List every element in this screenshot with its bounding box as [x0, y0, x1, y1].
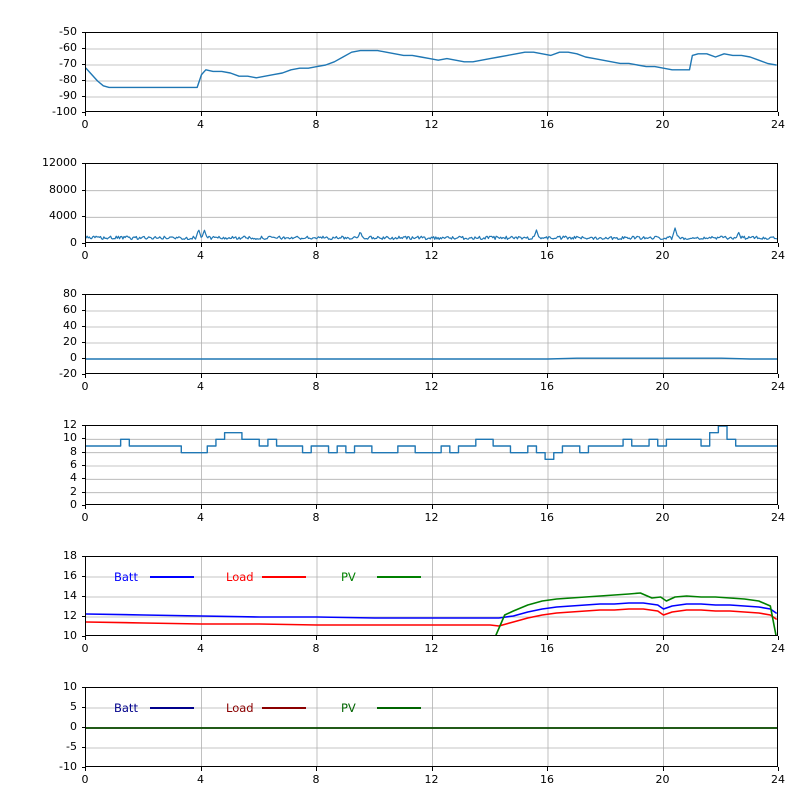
y-tick-label: 4000	[49, 209, 77, 223]
y-tickmark	[82, 505, 86, 506]
x-tickmark	[201, 374, 202, 378]
x-tickmark	[85, 505, 86, 509]
y-tick-label: 0	[70, 236, 77, 249]
y-tickmark	[82, 478, 86, 479]
x-tick-label: 0	[81, 118, 89, 131]
x-tick-label: 12	[424, 118, 439, 131]
y-tick-label: 8000	[49, 182, 77, 196]
y-tick-label: -90	[59, 89, 77, 102]
x-tickmark	[85, 112, 86, 116]
plot-canvas-temperature	[86, 295, 778, 374]
x-tickmark	[316, 112, 317, 116]
y-tickmark	[82, 326, 86, 327]
y-tickmark	[82, 596, 86, 597]
y-tickmark	[82, 163, 86, 164]
x-tickmark	[201, 243, 202, 247]
y-tick-label: 16	[63, 569, 77, 582]
y-tick-label: -80	[59, 73, 77, 86]
data-line	[86, 358, 778, 359]
x-tick-label: 0	[81, 773, 89, 786]
y-tickmark	[82, 465, 86, 466]
x-tickmark	[432, 767, 433, 771]
x-tick-label: 24	[771, 773, 785, 786]
x-tickmark	[663, 243, 664, 247]
x-tickmark	[778, 112, 779, 116]
y-tickmark	[82, 616, 86, 617]
x-tickmark	[778, 505, 779, 509]
y-tick-label: -60	[59, 41, 77, 54]
x-tickmark	[547, 505, 548, 509]
x-tick-label: 12	[424, 773, 439, 786]
y-tick-label: 0	[70, 720, 77, 733]
plot-area-currents	[85, 687, 778, 767]
y-tickmark	[82, 190, 86, 191]
plot-area-satellites-tracked	[85, 425, 778, 505]
x-tickmark	[201, 112, 202, 116]
y-tickmark	[82, 576, 86, 577]
x-tickmark	[316, 243, 317, 247]
data-line	[86, 426, 778, 459]
y-tickmark	[82, 112, 86, 113]
plot-canvas-triggers-sec	[86, 164, 778, 243]
x-tickmark	[85, 636, 86, 640]
y-tick-label: 12000	[42, 156, 77, 169]
y-tickmark	[82, 727, 86, 728]
x-tick-label: 16	[540, 511, 554, 524]
y-tick-label: -5	[66, 740, 77, 753]
y-tick-label: 10	[63, 431, 77, 445]
plot-area-triggers-sec	[85, 163, 778, 243]
y-tick-label: 12	[63, 609, 77, 622]
y-tickmark	[82, 216, 86, 217]
x-tickmark	[547, 636, 548, 640]
x-tick-label: 0	[81, 642, 89, 655]
x-tick-label: 20	[655, 380, 670, 393]
x-tick-label: 16	[540, 118, 554, 131]
x-tickmark	[85, 767, 86, 771]
y-tickmark	[82, 243, 86, 244]
x-tickmark	[201, 505, 202, 509]
legend-entry	[226, 701, 306, 715]
x-tick-label: 8	[312, 642, 320, 655]
plot-canvas-currents	[86, 688, 778, 767]
plot-area-threshold	[85, 32, 778, 112]
x-tick-label: 20	[655, 249, 670, 262]
y-tickmark	[82, 687, 86, 688]
y-tick-label: 8	[70, 444, 77, 458]
x-tickmark	[547, 112, 548, 116]
x-tick-label: 0	[81, 511, 89, 524]
plot-canvas-voltages	[86, 557, 778, 636]
x-tick-label: 16	[540, 249, 554, 262]
legend-label-load: Load	[226, 701, 254, 715]
x-tickmark	[432, 374, 433, 378]
y-tick-label: 12	[63, 418, 77, 431]
x-tick-label: 4	[197, 642, 204, 655]
x-tickmark	[85, 374, 86, 378]
y-tick-label: 80	[63, 287, 77, 300]
y-tick-label: 18	[63, 549, 77, 562]
data-line	[86, 51, 776, 88]
x-tick-label: 24	[771, 118, 785, 131]
legend-label-pv: PV	[341, 701, 356, 715]
x-tickmark	[663, 767, 664, 771]
legend-entry	[341, 701, 421, 715]
x-tick-label: 4	[197, 249, 204, 262]
x-tick-label: 4	[197, 511, 204, 524]
x-tickmark	[547, 374, 548, 378]
x-tickmark	[547, 767, 548, 771]
y-tickmark	[82, 48, 86, 49]
legend-entry	[341, 570, 421, 584]
x-tickmark	[316, 374, 317, 378]
y-tick-label: -10	[59, 760, 77, 773]
x-tick-label: 12	[424, 380, 439, 393]
y-tick-label: -100	[52, 105, 77, 118]
x-tick-label: 24	[771, 511, 785, 524]
x-tick-label: 16	[540, 642, 554, 655]
y-tickmark	[82, 438, 86, 439]
y-tick-label: 20	[63, 335, 77, 348]
x-tickmark	[778, 636, 779, 640]
x-tickmark	[316, 767, 317, 771]
y-tick-label: 2	[70, 484, 77, 498]
x-tick-label: 16	[540, 773, 554, 786]
y-tickmark	[82, 64, 86, 65]
legend-entry	[114, 570, 194, 584]
x-tickmark	[663, 636, 664, 640]
x-tickmark	[432, 636, 433, 640]
data-line	[86, 603, 776, 618]
y-tick-label: 14	[63, 589, 77, 602]
y-tickmark	[82, 310, 86, 311]
x-tick-label: 20	[655, 642, 670, 655]
x-tickmark	[432, 505, 433, 509]
x-tickmark	[432, 243, 433, 247]
y-tickmark	[82, 425, 86, 426]
plot-canvas-threshold	[86, 33, 778, 112]
x-tick-label: 20	[655, 511, 670, 524]
y-tick-label: 6	[70, 458, 77, 471]
x-tick-label: 24	[771, 380, 785, 393]
x-tick-label: 4	[197, 380, 204, 393]
legend-label-load: Load	[226, 570, 254, 584]
x-tick-label: 24	[771, 642, 785, 655]
y-tickmark	[82, 492, 86, 493]
x-tickmark	[432, 112, 433, 116]
x-tick-label: 8	[312, 511, 320, 524]
y-tickmark	[82, 96, 86, 97]
x-tick-label: 20	[655, 773, 670, 786]
x-tickmark	[778, 243, 779, 247]
y-tick-label: 10	[63, 680, 77, 693]
x-tick-label: 20	[655, 118, 670, 131]
x-tickmark	[316, 636, 317, 640]
data-line	[86, 228, 778, 239]
y-tickmark	[82, 374, 86, 375]
y-tick-label: 40	[63, 319, 77, 332]
y-tick-label: -50	[59, 25, 77, 38]
x-tick-label: 0	[81, 380, 89, 393]
x-tickmark	[201, 767, 202, 771]
x-tick-label: 12	[424, 249, 439, 262]
x-tickmark	[85, 243, 86, 247]
x-tick-label: 8	[312, 249, 320, 262]
legend-label-pv: PV	[341, 570, 356, 584]
x-tick-label: 8	[312, 380, 320, 393]
x-tick-label: 8	[312, 773, 320, 786]
x-tick-label: 16	[540, 380, 554, 393]
x-tickmark	[316, 505, 317, 509]
x-tick-label: 12	[424, 511, 439, 524]
x-tick-label: 4	[197, 773, 204, 786]
x-tickmark	[778, 767, 779, 771]
legend-label-batt: Batt	[114, 701, 138, 715]
y-tick-label: 0	[70, 351, 77, 364]
y-tick-label: 0	[70, 498, 77, 511]
plot-area-temperature	[85, 294, 778, 374]
y-tick-label: 4	[70, 471, 77, 485]
x-tick-label: 24	[771, 249, 785, 262]
legend-entry	[114, 701, 194, 715]
x-tickmark	[547, 243, 548, 247]
x-tick-label: 8	[312, 118, 320, 131]
plot-canvas-satellites-tracked	[86, 426, 778, 505]
y-tickmark	[82, 747, 86, 748]
y-tickmark	[82, 452, 86, 453]
y-tickmark	[82, 636, 86, 637]
y-tickmark	[82, 358, 86, 359]
y-tick-label: 60	[63, 303, 77, 316]
legend-label-batt: Batt	[114, 570, 138, 584]
y-tick-label: 5	[70, 700, 77, 713]
y-tick-label: 10	[63, 629, 77, 642]
x-tickmark	[201, 636, 202, 640]
y-tickmark	[82, 707, 86, 708]
legend-entry	[226, 570, 306, 584]
y-tick-label: -70	[59, 57, 77, 70]
y-tickmark	[82, 342, 86, 343]
x-tickmark	[663, 374, 664, 378]
data-line	[496, 593, 776, 636]
y-tickmark	[82, 767, 86, 768]
y-tickmark	[82, 80, 86, 81]
y-tickmark	[82, 556, 86, 557]
y-tickmark	[82, 294, 86, 295]
x-tick-label: 4	[197, 118, 204, 131]
x-tickmark	[778, 374, 779, 378]
y-tick-label: -20	[59, 367, 77, 380]
x-tickmark	[663, 112, 664, 116]
x-tick-label: 0	[81, 249, 89, 262]
y-tickmark	[82, 32, 86, 33]
x-tickmark	[663, 505, 664, 509]
x-tick-label: 12	[424, 642, 439, 655]
plot-area-voltages	[85, 556, 778, 636]
